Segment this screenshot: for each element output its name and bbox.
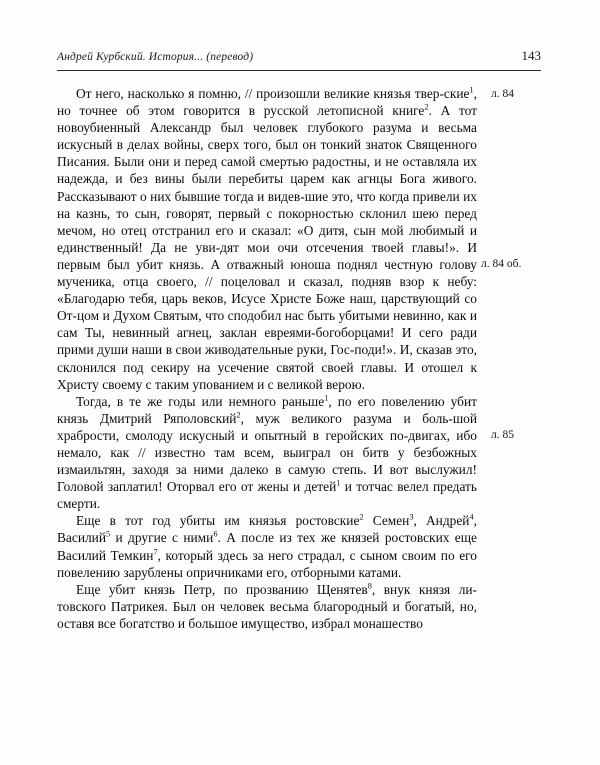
body-text-column	[57, 85, 477, 632]
folio-note-84: л. 84	[491, 88, 514, 100]
paragraph-2: Тогда, в те же годы или немного раньше$^1$, по его повелению убит князь Дмитрий Ряполовский$^2$, муж великого разума и боль-шой храбрости, смолоду искусный и опытный в геройских по-двигах, ибо немало, как // известно там всем, выиграл он битв у безбожных измаильтян, заходя за ними далеко в самую степь. И вот выслужил! Головой заплатил! Оторвал его от жены и детей$^1$ и тотчас велел предать смерти.	[57, 393, 477, 512]
folio-note-85: л. 85	[491, 429, 514, 441]
folio-note-84-verso: л. 84 об.	[481, 258, 522, 270]
paragraph-4: Еще убит князь Петр, по прозванию Щенятев$^8$, внук князя ли-товского Патрикея. Был он человек весьма благородный и богатый, но, оставя все богатство и большое имущество, избрал монашество	[57, 581, 478, 631]
paragraph-3: Еще в тот год убиты им князья ростовские$^2$ Семен$^3$, Андрей$^4$, Василий$^5$ и другие с ними$^6$. А после из тех же князей ростовских еще Василий Темкин$^7$, который здесь за него страдал, с сыном своим по его повелению зарублены опричниками его, отборными катами.	[57, 512, 477, 580]
running-head	[57, 48, 541, 66]
running-head-title: Андрей Курбский. История... (перевод)	[57, 51, 254, 63]
page-number: 143	[521, 48, 541, 63]
paragraph-1: От него, насколько я помню, // произошли великие князья твер-ские$^1$, но точнее об этом говорится в русской летописной книге$^2$. А тот новоубиенный Александр был человек глубокого разума и весьма искусный в делах войны, сверх того, был он тонкий знаток Священного Писания. Были они и перед самой смертью радостны, и не оставляла их надежда, и без вины были перебиты царем как агнцы Бога живого. Рассказывают о них бывшие тогда и видев-шие это, что когда привели их на казнь, то сын, говорят, первый с покорностью склонил шею перед мечом, но отец отстранил его и сказал: «О дитя, сын мой любимый и единственный! Да не уви-дят мои очи отсечения твоей главы!». И первым был убит князь. А отважный юноша поднял честную голову мученика, отца своего, // поцеловал и сказал, подняв взор к небу: «Благодарю тебя, царь веков, Исусе Христе Боже наш, царствующий со От-цом и Духом Святым, что сподобил нас быть убитыми невинно, как и сам Ты, невинный агнец, заклан евреями-богоборцами! И сего ради прими души наши в свои живодательные руки, Гос-поди!». И, сказав это, склонился под секиру на усечение святой своей главы. И отошел к Христу своему с таким упованием и с великой верою.	[57, 85, 477, 392]
header-rule-divider	[57, 70, 541, 71]
